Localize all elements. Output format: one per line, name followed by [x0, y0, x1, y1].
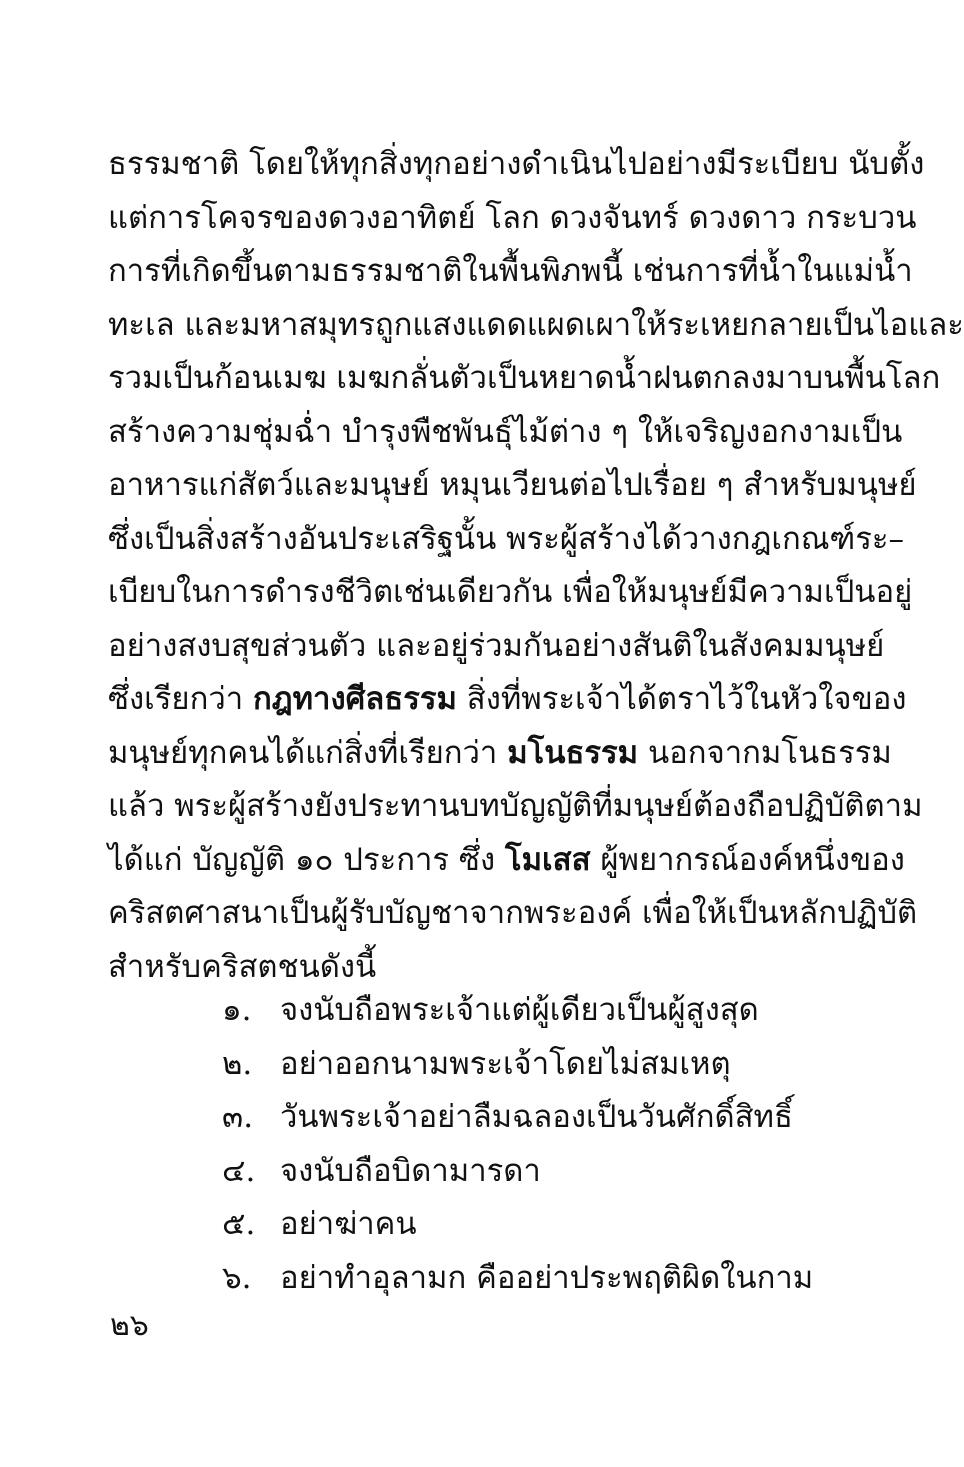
list-item [222, 984, 822, 1038]
text-line [108, 727, 892, 781]
text-line: ซึ่งเป็นสิ่งสร้างอันประเสริฐนั้น พระผู้สร้างได้วางกฎเกณฑ์ระ– [108, 520, 905, 557]
text-span: สิ่งที่พระเจ้าได้ตราไว้ในหัวใจของ [466, 681, 907, 717]
text-line: คริสตศาสนาเป็นผู้รับบัญชาจากพระองค์ เพื่อให้เป็นหลักปฏิบัติ [108, 895, 918, 931]
list-number: ๓. [222, 1099, 254, 1135]
list-item [222, 1198, 822, 1252]
list-item [222, 1038, 822, 1092]
bold-term-moses: โมเสส [504, 841, 591, 878]
bold-term-conscience: มโนธรรม [507, 734, 639, 771]
list-text: จงนับถือบิดามารดา [280, 1152, 541, 1189]
page-number: ๒๖ [110, 1308, 149, 1343]
text-line: อาหารแก่สัตว์และมนุษย์ หมุนเวียนต่อไปเรื่อย ๆ สำหรับมนุษย์ [108, 467, 917, 503]
list-text: วันพระเจ้าอย่าลืมฉลองเป็นวันศักดิ์สิทธิ์ [280, 1099, 793, 1135]
list-text: จงนับถือพระเจ้าแต่ผู้เดียวเป็นผู้สูงสุด [280, 992, 759, 1028]
text-line: เบียบในการดำรงชีวิตเช่นเดียวกัน เพื่อให้มนุษย์มีความเป็นอยู่ [108, 574, 913, 610]
text-line: การที่เกิดขึ้นตามธรรมชาติในพื้นพิภพนี้ เช่นการที่น้ำในแม่น้ำ [108, 253, 913, 289]
list-text: อย่าทำอุลามก คืออย่าประพฤติผิดในกาม [280, 1259, 814, 1296]
list-number: ๕. [222, 1206, 256, 1242]
body-paragraph [108, 138, 964, 994]
list-text: อย่าออกนามพระเจ้าโดยไม่สมเหตุ [280, 1045, 731, 1082]
list-number: ๑. [222, 992, 252, 1028]
list-number: ๔. [222, 1152, 256, 1189]
text-line: แต่การโคจรของดวงอาทิตย์ โลก ดวงจันทร์ ดวงดาว กระบวน [108, 199, 917, 236]
text-span: ผู้พยากรณ์องค์หนึ่งของ [600, 841, 905, 878]
text-span: นอกจากมโนธรรม [647, 734, 892, 771]
text-span: มนุษย์ทุกคนได้แก่สิ่งที่เรียกว่า [108, 734, 498, 771]
text-line [108, 673, 907, 727]
text-line: สำหรับคริสตชนดังนี้ [108, 948, 377, 985]
text-line: ทะเล และมหาสมุทรถูกแสงแดดแผดเผาให้ระเหยกลายเป็นไอและ [108, 306, 964, 343]
text-line: ธรรมชาติ โดยให้ทุกสิ่งทุกอย่างดำเนินไปอย่างมีระเบียบ นับตั้ง [108, 146, 925, 182]
bold-term-moral-law: กฎทางศีลธรรม [253, 681, 457, 717]
text-line: รวมเป็นก้อนเมฆ เมฆกลั่นตัวเป็นหยาดน้ำฝนตกลงมาบนพื้นโลก [108, 360, 941, 396]
list-item [222, 1145, 822, 1199]
list-item [222, 1091, 822, 1145]
list-item [222, 1252, 822, 1306]
text-line: สร้างความชุ่มฉ่ำ บำรุงพืชพันธุ์ไม้ต่าง ๆ ให้เจริญงอกงามเป็น [108, 413, 903, 450]
text-line: อย่างสงบสุขส่วนตัว และอยู่ร่วมกันอย่างสันติในสังคมมนุษย์ [108, 627, 885, 664]
list-text: อย่าฆ่าคน [280, 1206, 417, 1242]
text-span: ได้แก่ บัญญัติ ๑๐ ประการ ซึ่ง [108, 841, 496, 878]
text-line: แล้ว พระผู้สร้างยังประทานบทบัญญัติที่มนุษย์ต้องถือปฏิบัติตาม [108, 788, 923, 824]
list-number: ๖. [222, 1259, 252, 1296]
text-span: ซึ่งเรียกว่า [108, 681, 244, 717]
list-number: ๒. [222, 1045, 253, 1082]
text-line [108, 834, 905, 888]
commandments-list [222, 984, 822, 1305]
